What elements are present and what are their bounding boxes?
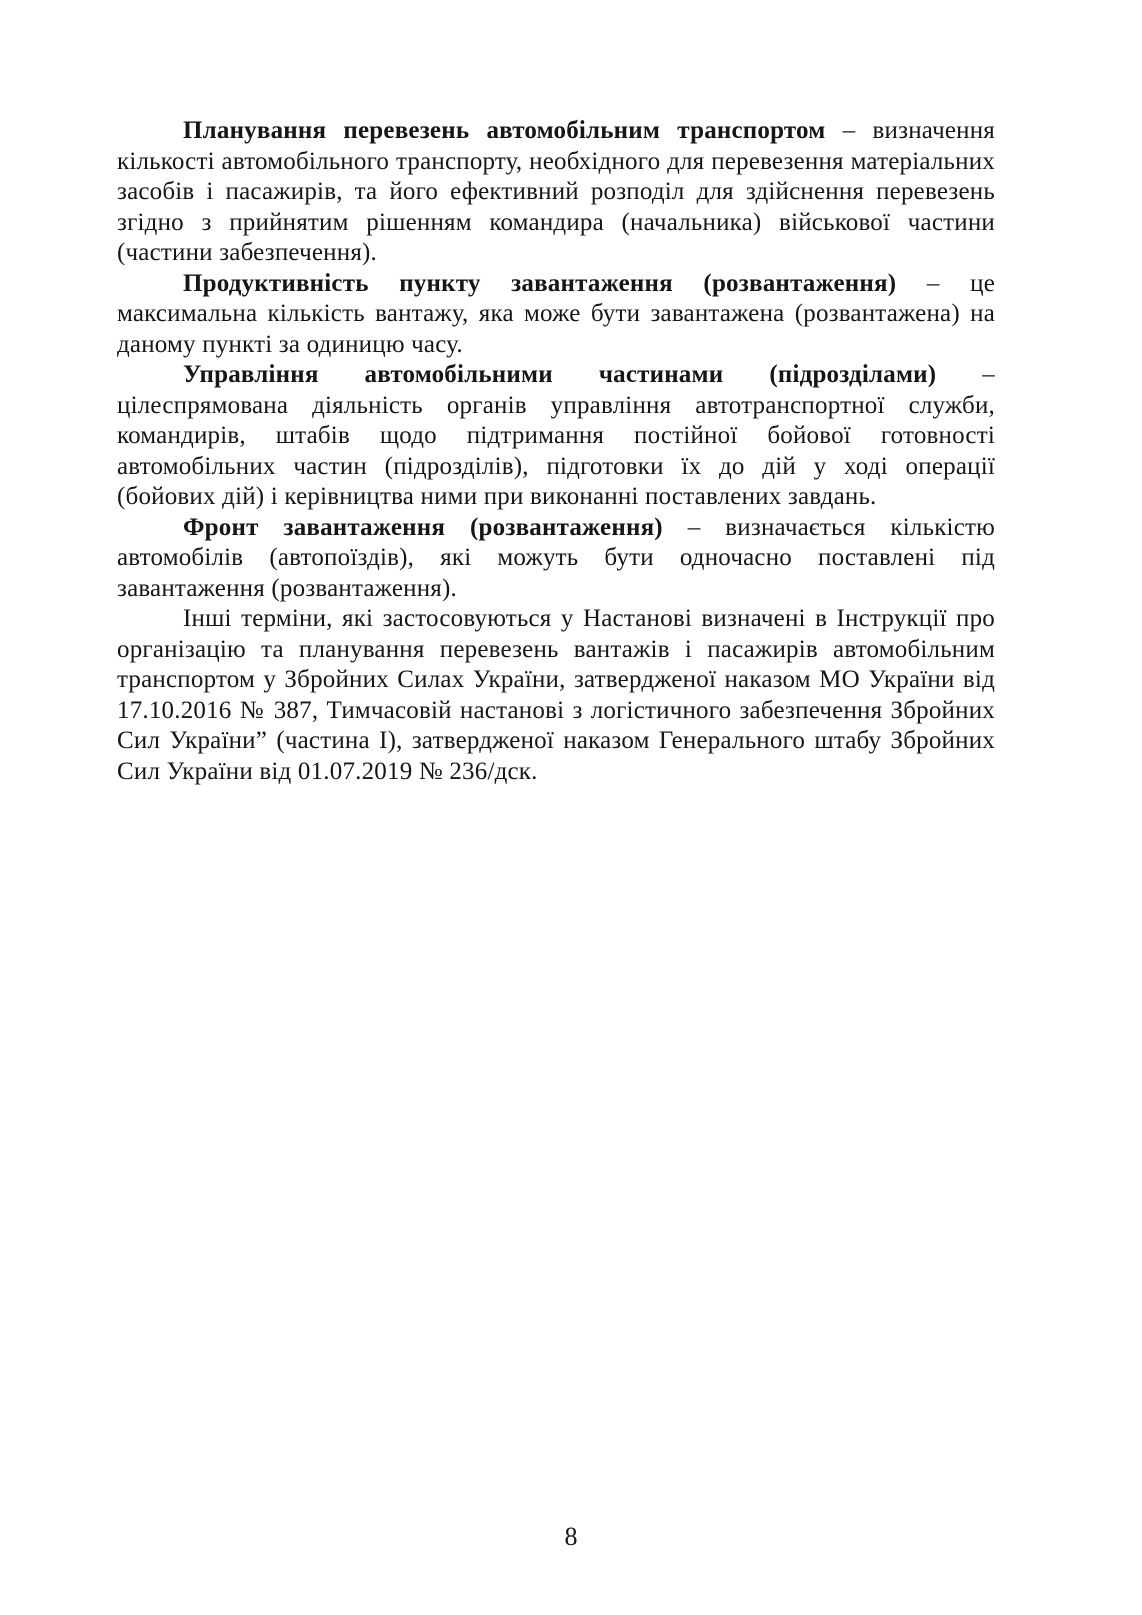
- term-bold: Фронт завантаження (розвантаження): [183, 513, 663, 541]
- text-block: [117, 116, 995, 787]
- paragraph-text: – це максимальна кількість вантажу, яка може бути завантажена (розвантажена) на даному пункті за одиницю часу.: [117, 269, 995, 358]
- paragraph-productivity-definition: [117, 269, 995, 361]
- paragraph-planning-definition: [117, 116, 995, 269]
- paragraph-front-definition: [117, 513, 995, 605]
- paragraph-text: – визначення кількості автомобільного транспорту, необхідного для перевезення матеріальних засобів і пасажирів, та його ефективний розподіл для здійснення перевезень згідно з прийнятим рішенням командира (начальника) військової частини (частини забезпечення).: [117, 117, 996, 266]
- paragraph-text: – визначається кількістю автомобілів (автопоїздів), які можуть бути одночасно поставлені під завантаження (розвантаження).: [117, 513, 995, 602]
- paragraph-management-definition: [117, 360, 995, 513]
- paragraph-text: Інші терміни, які застосовуються у Настанові визначені в Інструкції про організацію та планування перевезень вантажів і пасажирів автомобільним транспортом у Збройних Силах України, затвердженої наказом МО України від 17.10.2016 № 387, Тимчасовій настанові з логістичного забезпечення Збройних Сил України” (частина І), затвердженої наказом Генерального штабу Збройних Сил України від 01.07.2019 № 236/дск.: [117, 605, 995, 785]
- paragraph-text: – цілеспрямована діяльність органів управління автотранспортної служби, командирів, штабів щодо підтримання постійної бойової готовності автомобільних частин (підрозділів), підготовки їх до дій у ході операції (бойових дій) і керівництва ними при виконанні поставлених завдань.: [117, 361, 996, 510]
- term-bold: Управління автомобільними частинами (підрозділами): [183, 361, 937, 388]
- page-number: 8: [564, 1522, 578, 1551]
- term-bold: Планування перевезень автомобільним транспортом: [183, 117, 826, 144]
- paragraph-other-terms: [117, 604, 995, 787]
- term-bold: Продуктивність пункту завантаження (розвантаження): [183, 269, 897, 297]
